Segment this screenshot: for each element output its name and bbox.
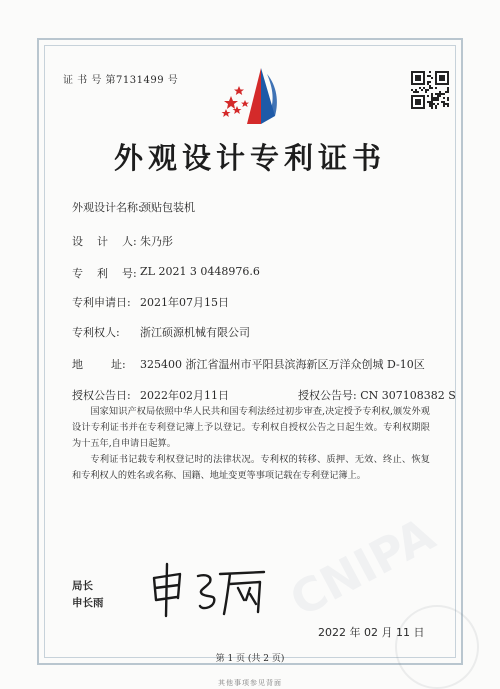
body-paragraph-1: 国家知识产权局依照中华人民共和国专利法经过初步审查,决定授予专利权,颁发外观设计专利证书并在专利登记簿上予以登记。专利权自授权公告之日起生效。专利权期限为十五年,自申请日起算。 [72,406,430,449]
qr-code-icon [411,71,449,109]
patent-number-row [72,265,260,281]
director-title: 局长 [72,580,93,592]
filing-date-value: 2021年07月15日 [140,296,229,309]
address-row [72,356,425,372]
page-number: 第 1 页 (共 2 页) [215,654,285,664]
address-value: 325400 浙江省温州市平阳县滨海新区万洋众创城 D-10区 [140,358,425,371]
body-paragraph-2: 专利证书记载专利权登记时的法律状况。专利权的转移、质押、无效、终止、恢复和专利权人的姓名或名称、国籍、地址变更等事项记载在专利登记簿上。 [72,454,430,481]
seal-stamp [395,605,479,689]
certificate-title: 外观设计专利证书 [113,141,386,175]
grant-number-row [298,387,456,403]
address-label: 地 址: [72,358,126,371]
watermark: CNIPA [281,506,444,628]
grant-date-label: 授权公告日: [72,389,131,402]
grant-date-row [72,387,229,403]
designer-row [72,233,173,249]
grant-number-label: 授权公告号: [298,389,357,402]
director-name: 申长雨 [72,597,104,609]
designer-value: 朱乃彤 [140,235,173,248]
director-signature [146,560,272,620]
design-name-label: 外观设计名称: [72,201,142,214]
filing-date-row [72,294,229,310]
patentee-label: 专利权人: [72,326,120,339]
issue-date: 2022 年 02 月 11 日 [318,626,425,639]
filing-date-label: 专利申请日: [72,296,131,309]
cnipa-emblem-icon [217,66,291,128]
certificate-number: 证 书 号 第7131499 号 [63,75,179,86]
patent-number-label: 专 利 号: [72,267,137,280]
design-name-value: 颈贴包装机 [140,201,195,214]
design-name-row [72,199,195,215]
grant-number-value: CN 307108382 S [360,389,456,402]
footer-note: 其他事项参见背面 [218,679,282,687]
grant-date-value: 2022年02月11日 [140,389,229,402]
patentee-row [72,324,250,340]
patentee-value: 浙江硕源机械有限公司 [140,326,250,339]
designer-label: 设 计 人: [72,235,137,248]
patent-number-value: ZL 2021 3 0448976.6 [140,265,260,278]
